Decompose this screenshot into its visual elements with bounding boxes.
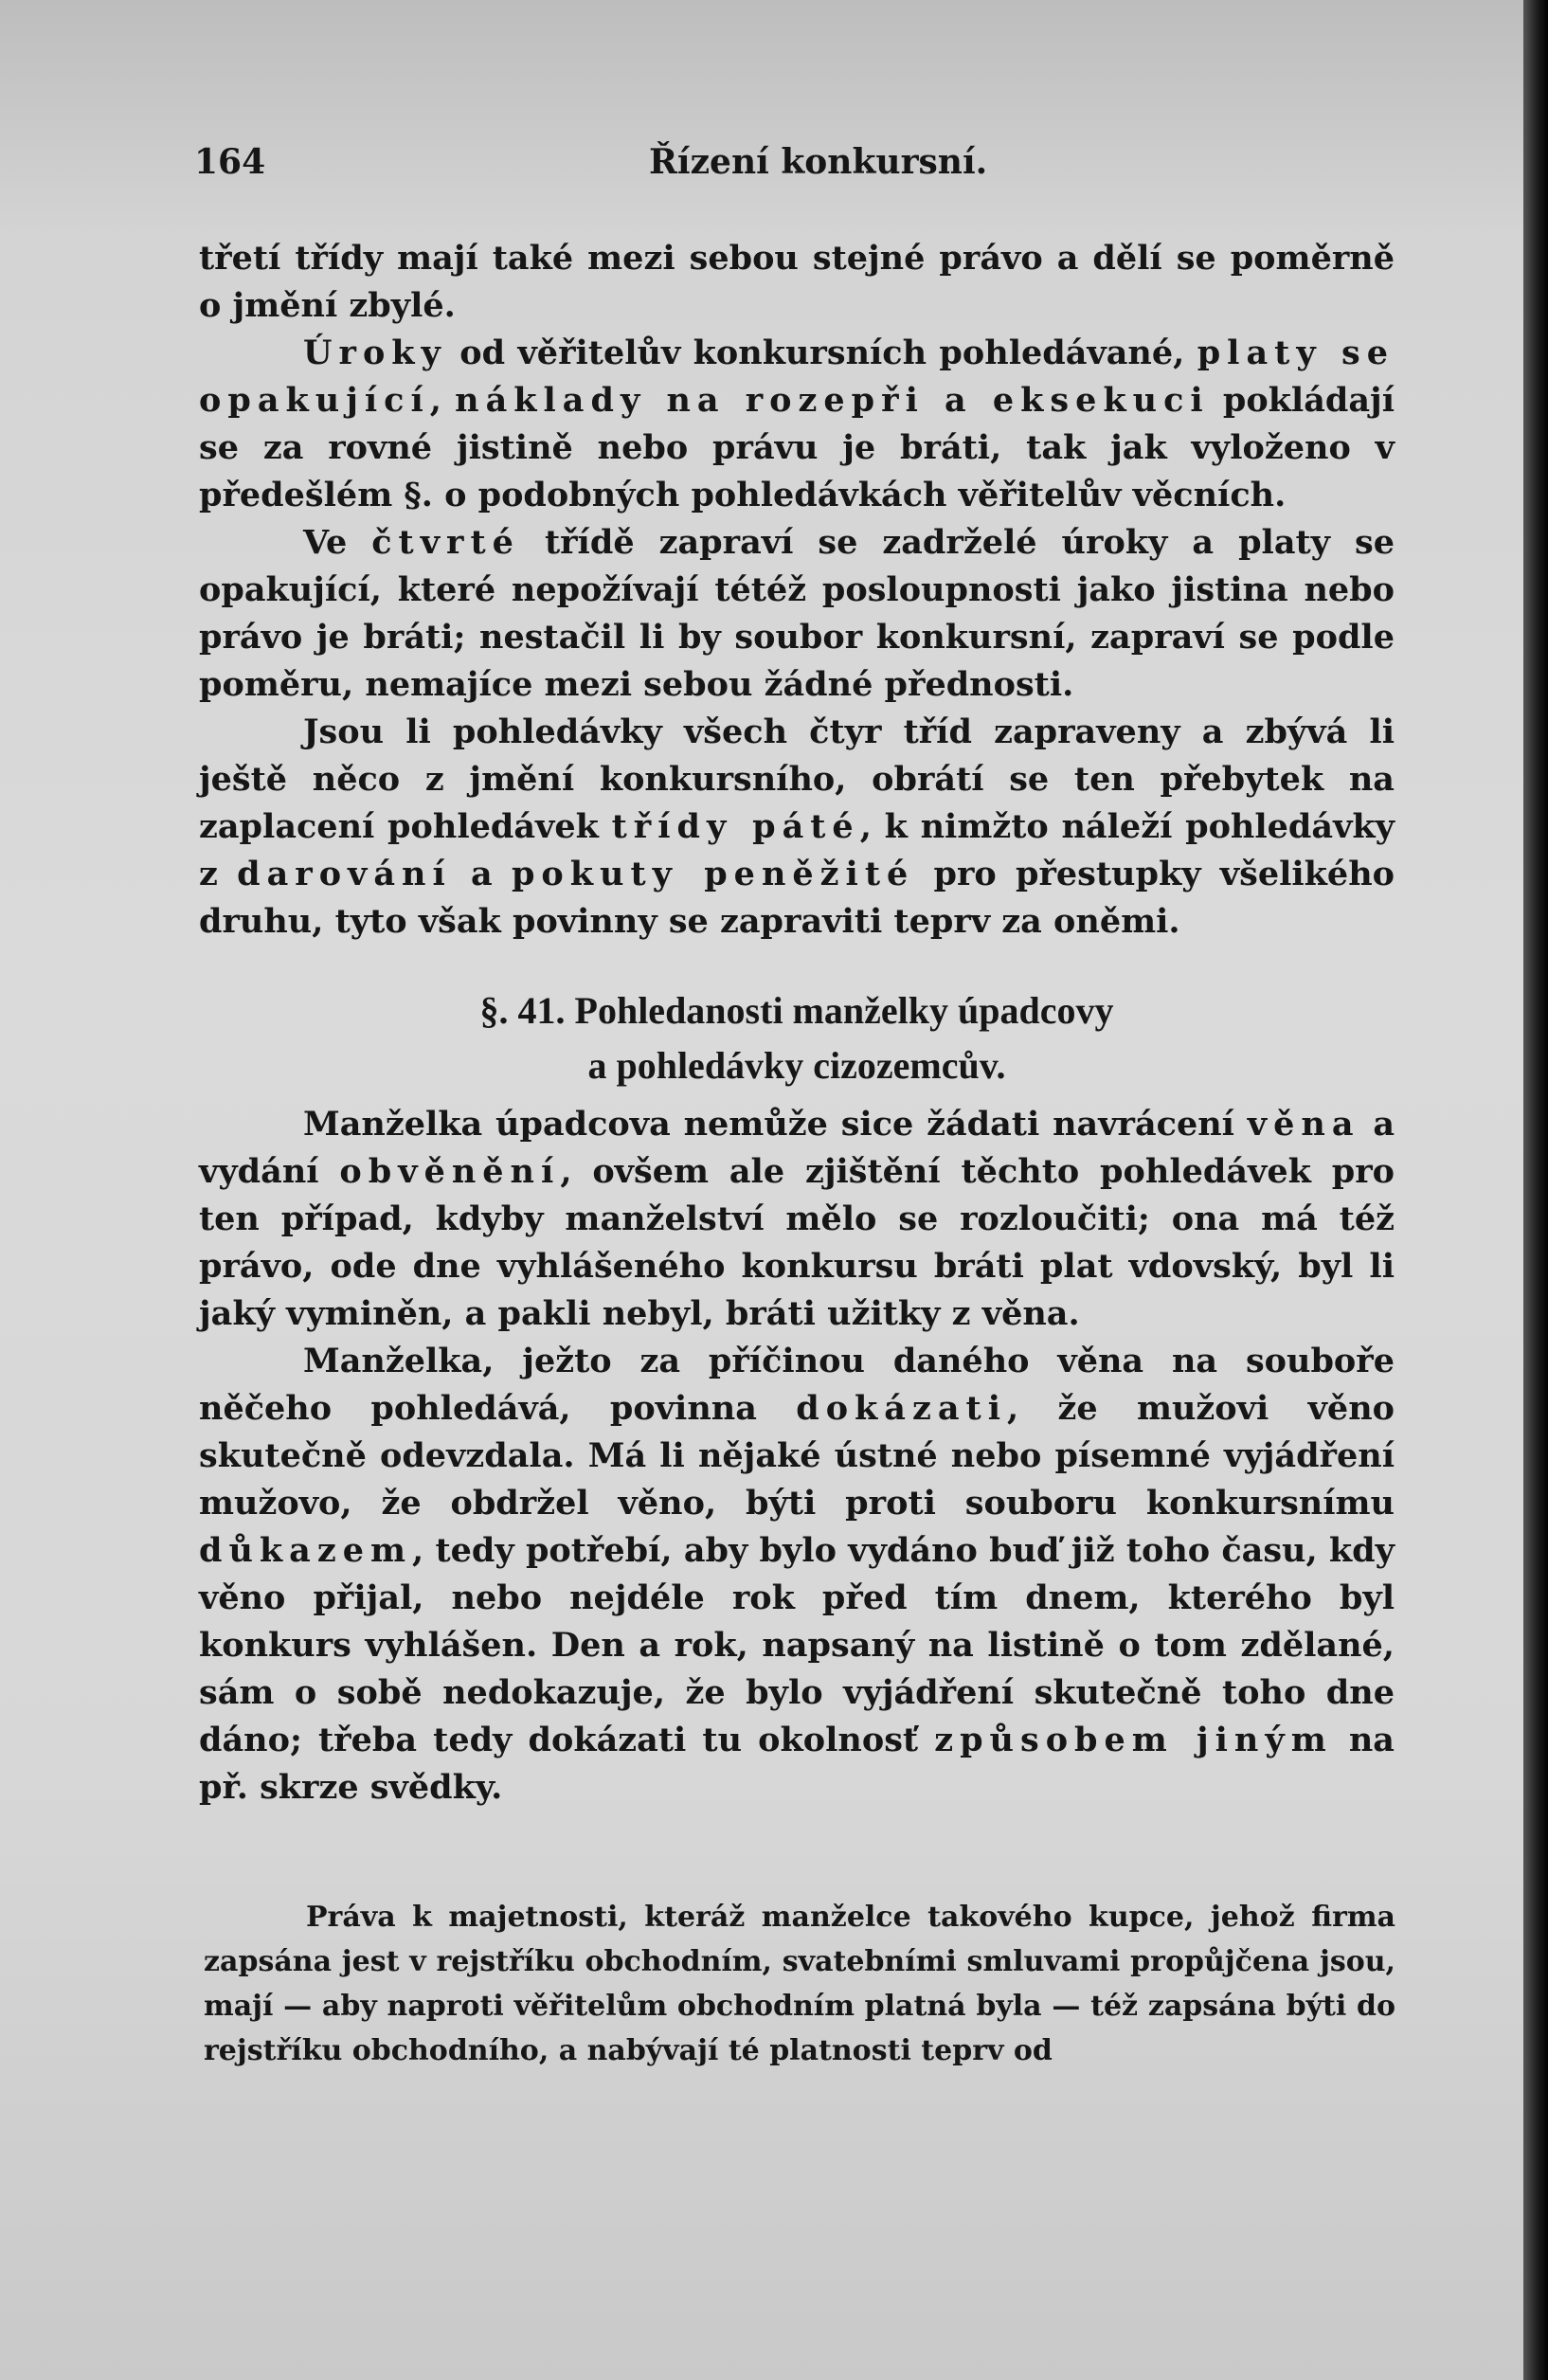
page-header	[194, 142, 1426, 199]
emphasis-text: Úroky	[303, 334, 447, 372]
paragraph-text: Ve	[303, 523, 372, 562]
section-heading-line-1: §. 41. Pohledanosti manželky úpadcovy	[479, 989, 1114, 1032]
paragraph-text: , tedy potřebí, aby bylo vydáno buď již toho času, kdy věno přijal, nebo nejdéle rok před tím dnem, kterého byl konkurs vyhlášen. Den a rok, napsaný na listině o tom zdělané, sám o sobě nedokazuje, že bylo vyjádření skutečně toho dne dáno; třeba tedy dokázati tu okolnosť	[199, 1531, 1395, 1759]
small-print-note	[204, 1895, 1395, 2073]
body-text	[199, 235, 1395, 1812]
paragraph-text: , ovšem ale zjištění těchto pohledávek pro ten případ, kdyby manželství mělo se rozloučiti; ona má též právo, ode dne vyhlášeného konkursu bráti plat vdovský, byl li jaký vyminěn, a pakli nebyl, bráti užitky z věna.	[199, 1152, 1395, 1333]
paragraph-text: , k nimžto náleží pohledávky z	[199, 807, 1395, 893]
paragraph-text: Manželka úpadcova nemůže sice žádati navrácení	[303, 1105, 1248, 1144]
running-head: Řízení konkursní.	[649, 142, 988, 182]
paragraph-wife-proof	[199, 1338, 1395, 1812]
emphasis-text: dokázati	[796, 1389, 1007, 1428]
paragraph-text: Manželka, ježto za příčinou daného věna na souboře něčeho pohledává, povinna	[199, 1342, 1395, 1428]
emphasis-text: způsobem jiným	[934, 1721, 1333, 1759]
paragraph-fourth-class	[199, 519, 1395, 709]
paragraph-text: a vydání	[199, 1105, 1395, 1191]
small-print-paragraph: Práva k majetnosti, kteráž manželce takového kupce, jehož firma zapsána jest v rejstříku obchodním, svatebními smluvami propůjčena jsou, mají — aby naproti věřitelům obchodním platná byla — též zapsána býti do rejstříku obchodního, a nabývají té platnosti teprv od	[204, 1901, 1395, 2067]
emphasis-text: důkazem	[199, 1531, 413, 1570]
paragraph-text: , že mužovi věno skutečně odevzdala. Má li nějaké ústné nebo písemné vyjádření mužovo, že obdržel věno, býti proti souboru konkursnímu	[199, 1389, 1395, 1523]
emphasis-text: obvěnění	[339, 1152, 561, 1191]
paragraph-wife-dowry	[199, 1101, 1395, 1338]
emphasis-text: věna	[1247, 1105, 1360, 1144]
paragraph-text: pro přestupky všelikého druhu, tyto však povinny se zapraviti teprv za oněmi.	[199, 855, 1395, 941]
paragraph-text: pokládají se za rovné jistině nebo právu je bráti, tak jak vyloženo v předešlém §. o podobných pohledávkách věřitelův věcních.	[199, 381, 1395, 514]
paragraph-interest	[199, 330, 1395, 519]
page-number: 164	[194, 142, 266, 182]
paragraph-text: třídě zapraví se zadrželé úroky a platy se opakující, které nepožívají tétéž posloupnosti jako jistina nebo právo je bráti; nestačil li by soubor konkursní, zapraví se podle poměru, nemajíce mezi sebou žádné přednosti.	[199, 523, 1395, 704]
emphasis-text: darování	[237, 855, 452, 893]
section-heading-line-2: a pohledávky cizozemcův.	[587, 1044, 1006, 1087]
paragraph-text: Jsou li pohledávky všech čtyr tříd zapraveny a zbývá li ještě něco z jmění konkursního, obrátí se ten přebytek na zaplacení pohledávek	[199, 712, 1395, 846]
page-edge-shadow	[1523, 0, 1548, 2380]
paragraph-text: a	[451, 855, 512, 893]
emphasis-text: náklady na rozepři a eksekuci	[455, 381, 1210, 420]
paragraph-text: na př. skrze svědky.	[199, 1721, 1395, 1807]
section-heading	[199, 983, 1395, 1093]
paragraph-text: ,	[429, 381, 456, 420]
emphasis-text: pokuty peněžité	[511, 855, 915, 893]
paragraph-fifth-class	[199, 709, 1395, 946]
paragraph-continuation: třetí třídy mají také mezi sebou stejné právo a dělí se poměrně o jmění zbylé.	[199, 239, 1395, 325]
emphasis-text: platy se opakující	[199, 334, 1395, 420]
emphasis-text: čtvrté	[371, 523, 520, 562]
emphasis-text: třídy páté	[611, 807, 860, 846]
paragraph-text: od věřitelův konkursních pohledávané,	[446, 334, 1197, 372]
